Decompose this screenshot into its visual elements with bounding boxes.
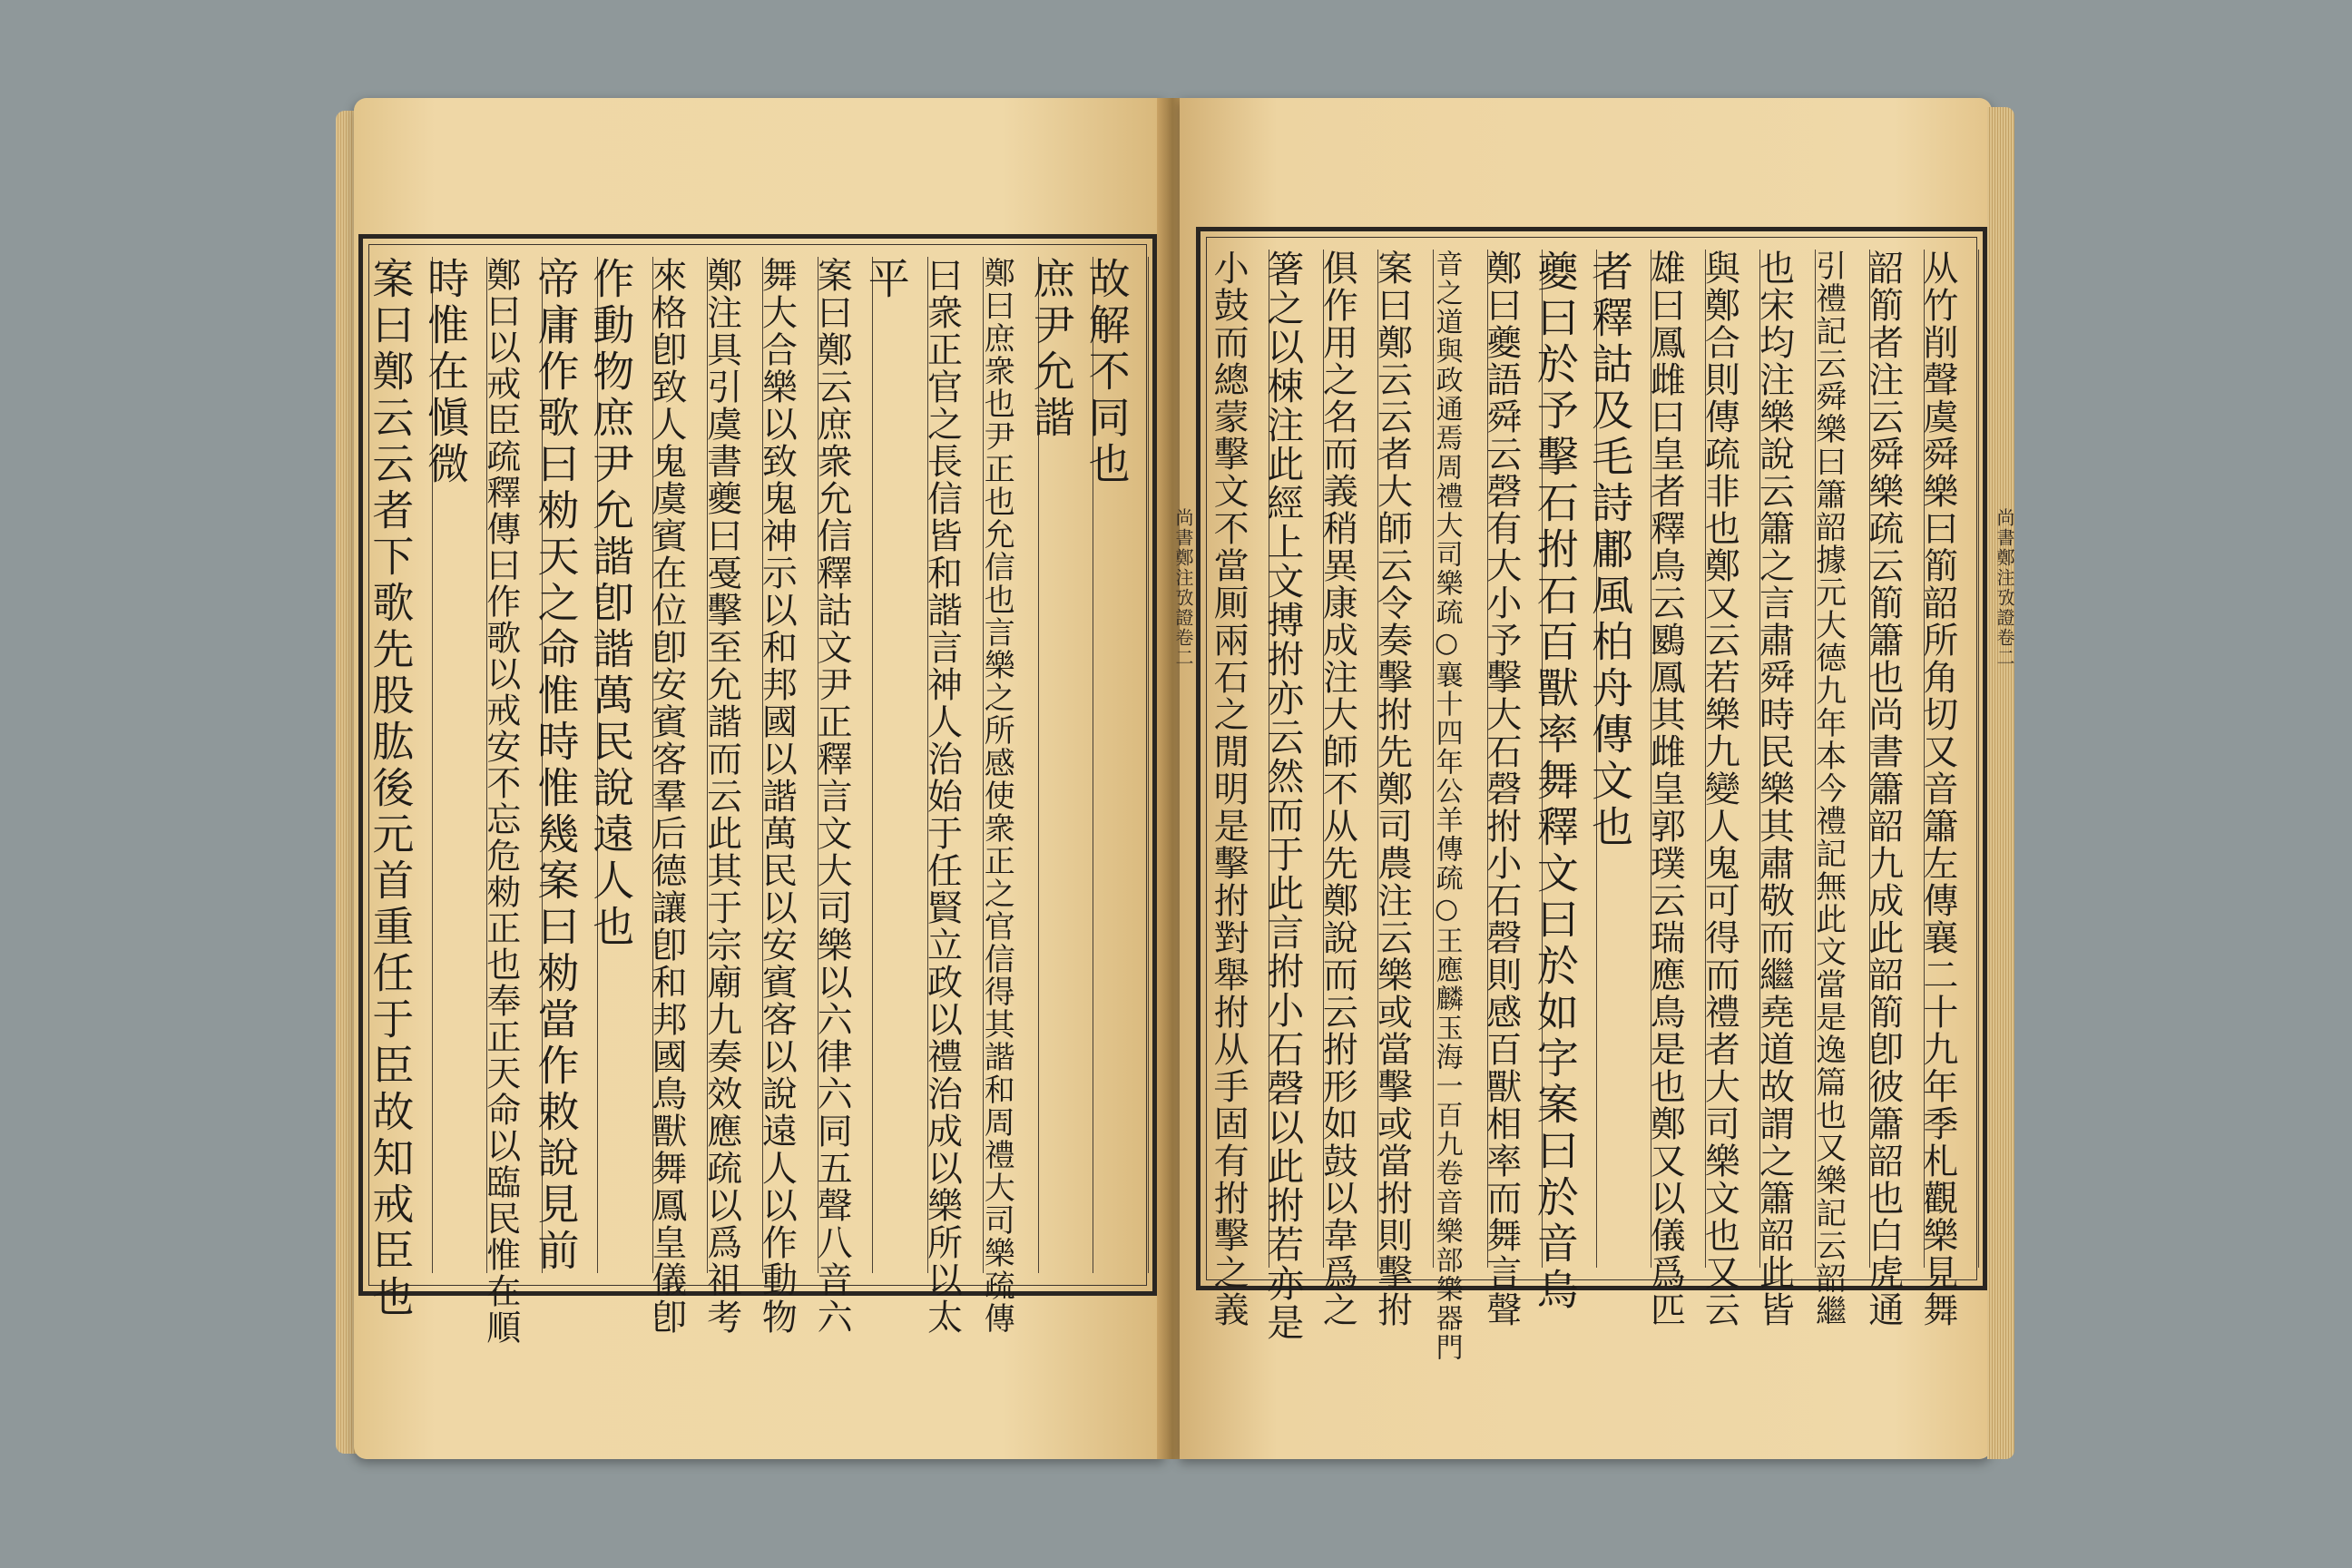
right-page-edges <box>1987 107 2014 1459</box>
text-column: 故解不同也 <box>1082 257 1132 488</box>
text-column: 與鄭合則傳疏非也鄭又云若樂九變人鬼可得而禮者大司樂文也又云 <box>1699 250 1740 1328</box>
text-column: 者釋詁及毛詩鄘風柏舟傳文也 <box>1585 250 1635 851</box>
text-column: 鄭注具引虞書夔曰戞擊至允諧而云此其于宗廟九奏效應疏以爲祖考 <box>701 257 742 1336</box>
text-column: 箸之以梀注此經上文搏拊亦云然而于此言拊小石磬以此拊若亦是 <box>1260 250 1305 1342</box>
text-column: 引禮記云舜樂曰簫韶據元大德九年本今禮記無此文當是逸篇也又樂記云韶繼 <box>1809 250 1847 1328</box>
text-column: 小鼓而總蒙擊文不當厠兩石之閒明是擊拊對舉拊从手固有拊擊之義 <box>1208 250 1250 1328</box>
text-column: 韶箾者注云舜樂疏云箾簫也尚書簫韶九成此韶箾卽彼簫韶也白虎通 <box>1862 250 1904 1328</box>
text-column: 案曰鄭云庶衆允信釋詁文尹正釋言文大司樂以六律六同五聲八音六 <box>811 257 853 1336</box>
text-column: 平 <box>861 257 911 303</box>
text-column: 雄曰鳳雌曰皇者釋鳥云鶠鳳其雌皇郭璞云瑞應鳥是也鄭又以儀爲匹 <box>1644 250 1686 1328</box>
text-column: 來格卽致人鬼虞賓在位卽安賓客羣后德讓卽和邦國鳥獸舞鳳皇儀卽 <box>645 257 687 1336</box>
text-column: 音之道與政通焉周禮大司樂疏○襄十四年公羊傳疏○王應麟玉海一百九卷音樂部樂器門 <box>1430 250 1463 1362</box>
right-margin-label: 尚書鄭注攷證卷二 <box>1994 508 2015 668</box>
text-column: 从竹削聲虞舜樂曰箾韶所角切又音簫左傳襄二十九年季札觀樂見舞 <box>1916 250 1958 1328</box>
left-text-frame <box>358 234 1157 1346</box>
text-column: 庶尹允諧 <box>1026 257 1076 442</box>
text-column: 舞大合樂以致鬼神示以和邦國以諧萬民以安賓客以說遠人以作動物 <box>756 257 798 1336</box>
right-text-frame <box>1196 227 1987 1362</box>
text-column: 案曰鄭云云者大師云令奏擊拊先鄭司農注云樂或當擊或當拊則擊拊 <box>1371 250 1413 1328</box>
text-column: 帝庸作歌曰勑天之命惟時惟幾案曰勑當作敕說見前 <box>531 257 581 1275</box>
text-column: 也宋均注樂說云簫之言肅舜時民樂其肅敬而繼堯道故謂之簫韶此皆 <box>1753 250 1795 1328</box>
text-column: 鄭曰庶衆也尹正也允信也言樂之所感使衆正之官信得其諧和周禮大司樂疏傳 <box>978 257 1015 1335</box>
text-column: 曰衆正官之長信皆和諧言神人治始于任賢立政以禮治成以樂所以太 <box>921 257 963 1336</box>
text-column: 作動物庶尹允諧卽諧萬民說遠人也 <box>586 257 636 951</box>
text-column: 鄭曰夔語舜云磬有大小予擊大石磬拊小石磬則感百獸相率而舞言聲 <box>1480 250 1522 1328</box>
left-margin-label: 尚書鄭注攷證卷二 <box>1172 508 1194 668</box>
text-column: 案曰鄭云云者下歌先股肱後元首重任于臣故知戒臣也 <box>366 257 416 1321</box>
text-column: 夔曰於予擊石拊石百獸率舞釋文曰於如字案曰於音烏 <box>1530 250 1580 1314</box>
text-column: 時惟在愼微 <box>421 257 471 488</box>
text-column: 俱作用之名而義稍異康成注大師不从先鄭說而云拊形如鼓以韋爲之 <box>1317 250 1358 1328</box>
text-column: 鄭曰以戒臣疏釋傳曰作歌以戒安不忘危勑正也奉正天命以臨民惟在順 <box>480 257 521 1346</box>
